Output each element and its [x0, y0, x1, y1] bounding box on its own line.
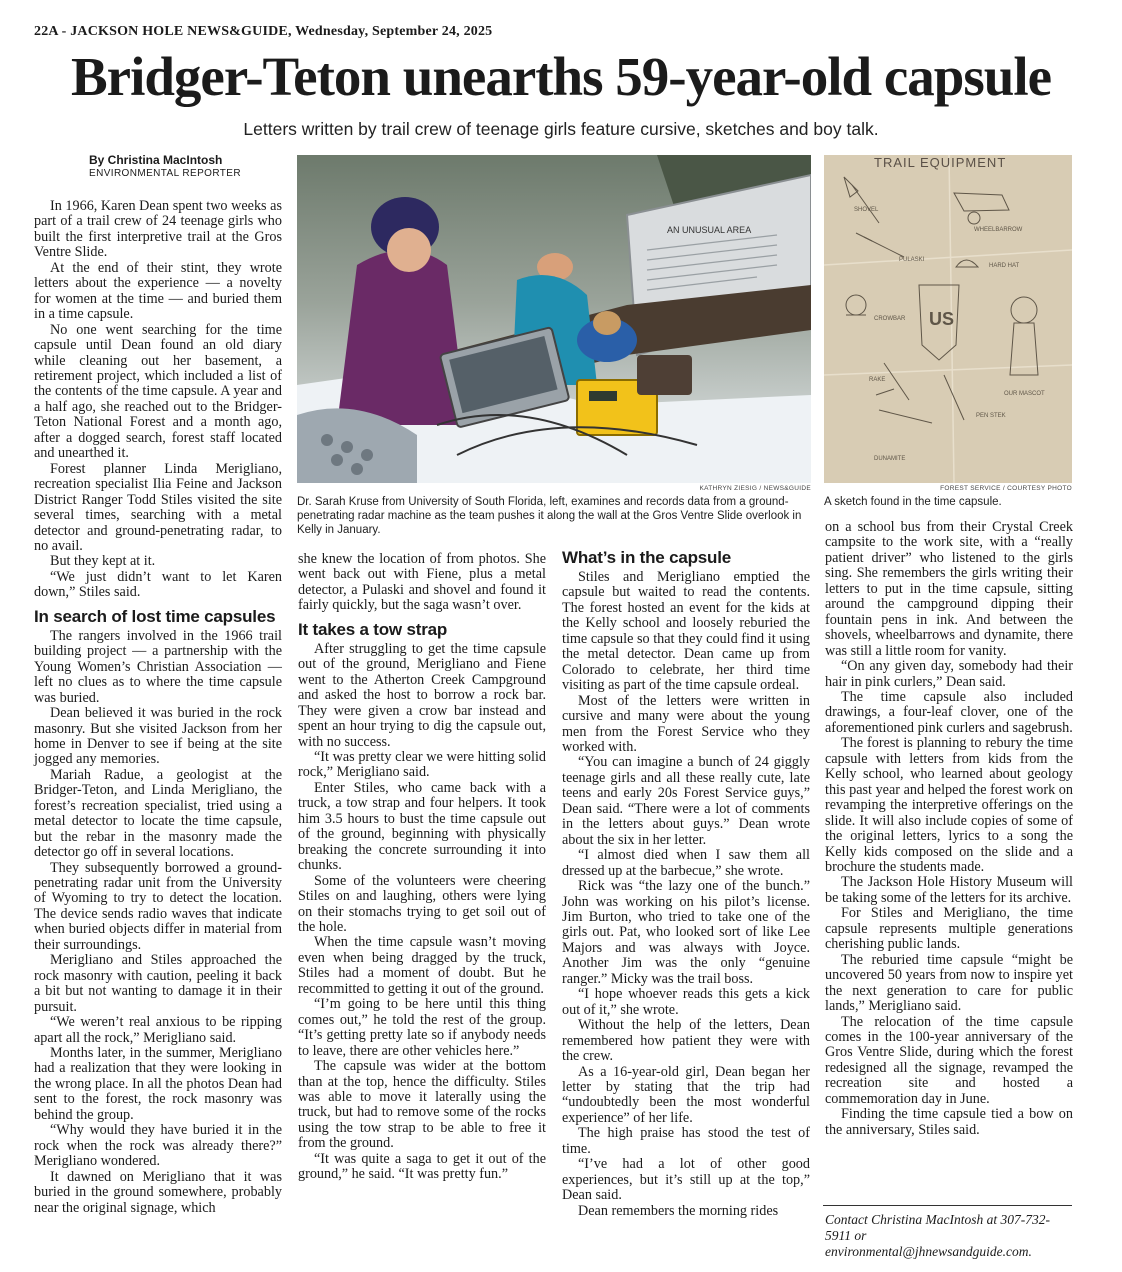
paragraph: Dean remembers the morning rides [578, 1202, 779, 1219]
paragraph: After struggling to get the time capsule out of the ground, Merigliano and Fiene went to the Atherton Creek Campground and asked the host to borrow a rock bar. They were given a crow bar instead and spent an hour trying to dig the capsule out, with no success. [298, 640, 546, 750]
paragraph: The rangers involved in the 1966 trail building project — a partnership with the Young Women’s Christian Association — left no clues as to where the time capsule was buried. [34, 627, 282, 706]
contact-divider [823, 1205, 1072, 1206]
paragraph: Forest planner Linda Merigliano, recreation specialist Ilia Feine and Jackson District Ranger Todd Stiles visited the site several times, searching with a metal detector and ground-penetrating radar, to no avail. [34, 460, 282, 554]
paragraph: Months later, in the summer, Merigliano had a realization that they were looking in the wrong place. In all the photos Dean had sent to the forest, the rock masonry was behind the group. [34, 1045, 282, 1123]
byline [89, 153, 241, 181]
paragraph: The high praise has stood the test of time. [562, 1125, 810, 1157]
paragraph: They subsequently borrowed a ground-penetrating radar unit from the University of Wyoming to try to detect the location. The device sends radio waves that indicate when buried objects differ in material from their surroundings. [34, 859, 282, 953]
sketch-label-shovel: SHOVEL [854, 207, 879, 213]
sketch-label-dynamite: DUNAMITE [874, 456, 906, 462]
paragraph: “On any given day, somebody had their hair in pink curlers,” Dean said. [825, 658, 1073, 690]
sketch-label-wheelbarrow: WHEELBARROW [974, 227, 1023, 233]
paragraph: The forest is planning to rebury the time capsule with letters from kids from the Kelly school, who learned about geology this past year and helped the forest work on revamping the interpretive offerings on the slide. It will also include copies of some of the original letters, lyrics to a song the Kelly kids composed on the slide and a brochure the students made. [825, 735, 1073, 875]
byline-name: By Christina MacIntosh [89, 153, 223, 167]
paragraph: But they kept at it. [50, 553, 156, 570]
sketch-label-mascot: OUR MASCOT [1004, 391, 1045, 397]
sign-title: AN UNUSUAL AREA [667, 225, 752, 235]
subhead-search: In search of lost time capsules [34, 606, 276, 626]
sketch-credit: FOREST SERVICE / COURTESY PHOTO [940, 485, 1072, 492]
trail-equipment-sketch [824, 155, 1072, 483]
paragraph: Merigliano and Stiles approached the rock masonry with caution, peeling it back a bit but not wanting to damage it in their pursuit. [34, 952, 282, 1015]
paragraph: Some of the volunteers were cheering Stiles on and laughing, others were lying on their stomachs trying to get soil out of the hole. [298, 872, 546, 935]
paragraph: The reburied time capsule “might be uncovered 50 years from now to inspire yet the next generation to care for public lands,” Merigliano said. [825, 951, 1073, 1015]
paragraph: For Stiles and Merigliano, the time capsule represents multiple generations cherishing public lands. [825, 905, 1073, 953]
folio-line: 22A - JACKSON HOLE NEWS&GUIDE, Wednesday, September 24, 2025 [34, 24, 493, 39]
paragraph: “We just didn’t want to let Karen down,” Stiles said. [34, 568, 282, 601]
paragraph: Finding the time capsule tied a bow on the anniversary, Stiles said. [825, 1106, 1073, 1138]
paragraph: “I’ve had a lot of other good experiences, but it’s still up at the top,” Dean said. [562, 1156, 810, 1204]
paragraph: “It was quite a saga to get it out of the ground,” he said. “It was pretty fun.” [298, 1150, 546, 1183]
main-photo [297, 155, 811, 483]
paragraph: Rick was “the lazy one of the bunch.” John was working on his pilot’s license. Jim Burton, who tried to take one of the girls out. Pat, who looked sort of like Lee Majors and was always with Joyce. Another Jim was the only “genuine ranger.” Micky was the trail boss. [562, 878, 810, 987]
sketch-label-hard-hat: HARD HAT [989, 263, 1020, 269]
sketch-caption: A sketch found in the time capsule. [824, 496, 1002, 508]
radar-survey-illustration [297, 155, 811, 483]
photo-caption: Dr. Sarah Kruse from University of South Florida, left, examines and records data from a ground-penetrating radar machine as the team pushes it along the wall at the Gros Ventre Slide overlook in Kelly in January. [297, 496, 802, 536]
paragraph: Enter Stiles, who came back with a truck, a tow strap and four helpers. It took him 3.5 hours to bust the time capsule out of the ground, beginning with physically breaking the concrete surrounding it into chunks. [298, 779, 546, 874]
photo-credit: KATHRYN ZIESIG / NEWS&GUIDE [699, 485, 811, 492]
paragraph: on a school bus from their Crystal Creek campsite to the work site, with a “really patient driver” who listened to the girls sing. She remembers the girls writing their letters to put in the time capsule, sitting around the campground dipping their fountain pens in ink. And between the shovels, wheelbarrows and dynamite, there was still a little room for vanity. [825, 519, 1073, 659]
paragraph: Stiles and Merigliano emptied the capsule but waited to read the contents. The forest hosted an event for the kids at the Kelly school and loosely reburied the time capsule so that they could find it using the metal detector. Dean came up from Colorado to celebrate, her third time visiting as part of the time capsule ordeal. [562, 569, 810, 694]
paragraph: The relocation of the time capsule comes in the 100-year anniversary of the Gros Ventre Slide, during which the forest redesigned all the signage, revamped the recreation site and hosted a commemoration day in June. [825, 1013, 1073, 1107]
time-capsule-sketch [824, 155, 1072, 483]
reporter-contact: Contact Christina MacIntosh at 307-732-5911 or environmental@jhnewsandguide.com. [825, 1212, 1050, 1259]
article-column-4 [825, 520, 1073, 1138]
byline-role: ENVIRONMENTAL REPORTER [89, 168, 241, 179]
paragraph: When the time capsule wasn’t moving even when being dragged by the truck, Stiles had a moment of doubt. But he recommitted to getting it out of the ground. [298, 934, 546, 997]
deck-subheadline: Letters written by trail crew of teenage girls feature cursive, sketches and boy talk. [243, 119, 879, 139]
paragraph: It dawned on Merigliano that it was buried in the ground somewhere, probably near the original signage, which [34, 1168, 282, 1216]
article-column-3 [562, 546, 810, 1219]
sketch-label-crowbar: CROWBAR [874, 316, 906, 322]
paragraph: As a 16-year-old girl, Dean began her letter by stating that the trip had “undoubtedly been the most wonderful experience” of her life. [562, 1063, 810, 1126]
paragraph: The Jackson Hole History Museum will be taking some of the letters for its archive. [825, 874, 1073, 906]
subhead-whats-in-capsule: What’s in the capsule [562, 548, 731, 567]
paragraph: Without the help of the letters, Dean remembered how patient they were with the crew. [562, 1017, 810, 1065]
article-column-2 [298, 552, 546, 1183]
sketch-label-pulaski: PULASKI [899, 257, 925, 263]
paragraph: “I’m going to be here until this thing comes out,” he told the rest of the group. “It’s getting pretty late so if anybody needs to leave, there are other vehicles here.” [298, 996, 546, 1059]
paragraph: The capsule was wider at the bottom than at the top, hence the difficulty. Stiles was able to move it laterally using the truck, but had to remove some of the rocks using the tow strap to be able to free it from the ground. [298, 1058, 546, 1152]
paragraph: Mariah Radue, a geologist at the Bridger-Teton, and Linda Merigliano, the forest’s recreation specialist, tried using a metal detector to locate the time capsule, but the rebar in the masonry made the detector go off in several locations. [34, 766, 282, 861]
sketch-label-pen-stek: PEN STEK [976, 413, 1006, 419]
article-column-1 [34, 199, 282, 1216]
paragraph: “Why would they have buried it in the rock when the rock was already there?” Merigliano wondered. [34, 1122, 282, 1170]
paragraph: Dean believed it was buried in the rock masonry. But she visited Jackson from her home in Denver to see if being at the site jogged any memories. [34, 705, 282, 768]
paragraph: “It was pretty clear we were hitting solid rock,” Merigliano said. [298, 748, 546, 781]
paragraph: In 1966, Karen Dean spent two weeks as part of a trail crew of 24 teenage girls who built the first interpretive trail at the Gros Ventre Slide. [34, 198, 282, 261]
sketch-shield-label: US [929, 309, 955, 329]
paragraph: At the end of their stint, they wrote letters about the experience — a novelty for women at the time — and buried them in a time capsule. [34, 259, 282, 323]
paragraph: The time capsule also included drawings, a four-leaf clover, one of the aforementioned pink curlers and sagebrush. [825, 688, 1073, 736]
paragraph: she knew the location of from photos. She went back out with Fiene, plus a metal detector, a Pulaski and shovel and found it fairly quickly, but the saga wasn’t over. [298, 551, 546, 614]
paragraph: “We weren’t real anxious to be ripping apart all the rock,” Merigliano said. [34, 1014, 282, 1046]
sketch-title: TRAIL EQUIPMENT [874, 155, 1007, 170]
paragraph: “You can imagine a bunch of 24 giggly teenage girls and all these really cute, late teens and early 20s Forest Service guys,” Dean said. “There were a lot of comments in the letters about guys.” Dean wrote about the six in her letter. [562, 754, 810, 848]
subhead-tow-strap: It takes a tow strap [298, 619, 448, 639]
paragraph: “I almost died when I saw them all dressed up at the barbecue,” she wrote. [562, 847, 810, 879]
paragraph: Most of the letters were written in cursive and many were about the young men from the Forest Service who they worked with. [562, 692, 810, 755]
sketch-label-rake: RAKE [869, 377, 886, 383]
paragraph: No one went searching for the time capsule until Dean found an old diary while cleaning out her basement, a retirement project, which included a list of the contents of the time capsule. A year and a half ago, she reached out to the Bridger-Teton National Forest and a month ago, after a dogged search, forest staff located and unearthed it. [34, 321, 282, 462]
headline: Bridger-Teton unearths 59-year-old capsule [70, 46, 1052, 107]
paragraph: “I hope whoever reads this gets a kick out of it,” she wrote. [562, 986, 810, 1018]
